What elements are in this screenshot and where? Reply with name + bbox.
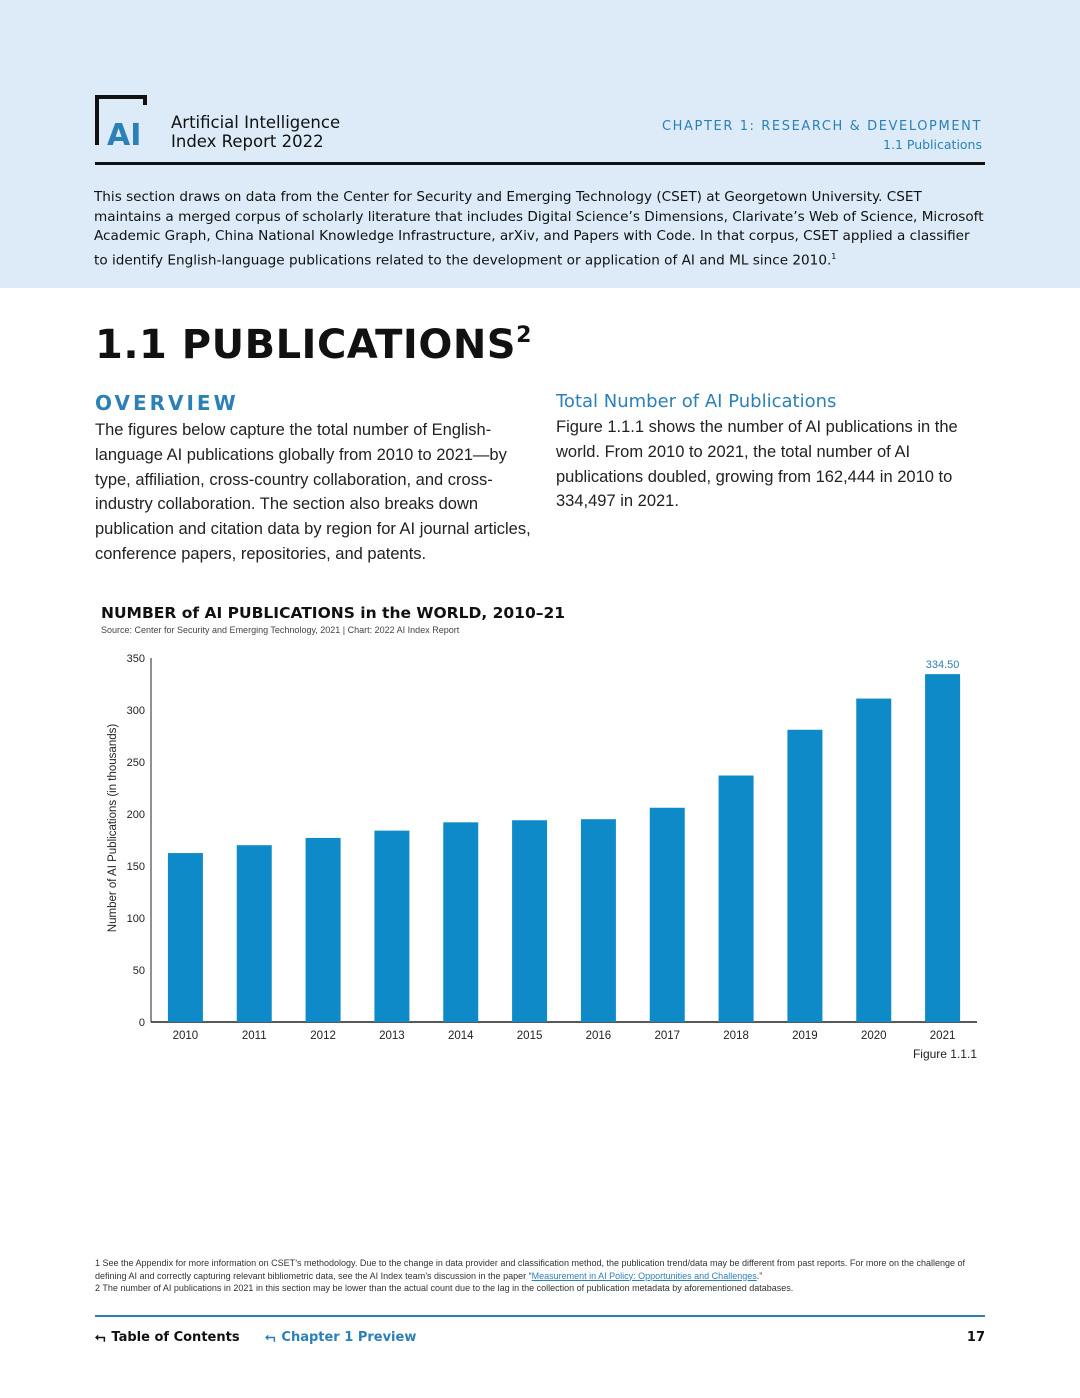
total-publications-heading: Total Number of AI Publications [556,391,837,412]
total-publications-text: Figure 1.1.1 shows the number of AI publications in the world. From 2010 to 2021, the total number of AI publications doubled, growing from 162,444 in 2010 to 334,497 in 2021. [556,418,958,511]
bar-2012 [306,838,341,1022]
bar-2016 [581,819,616,1022]
ai-index-logo [95,95,155,147]
report-title-line1: Artificial Intelligence [171,113,341,132]
x-tick-label: 2011 [241,1030,267,1042]
bar-2011 [237,845,272,1022]
footnotes [95,1257,985,1295]
chart-title: NUMBER of AI PUBLICATIONS in the WORLD, 2010–21 [101,604,566,622]
x-tick-label: 2018 [723,1030,749,1042]
footnote-1 [95,1257,985,1282]
bar-2019 [787,730,822,1022]
y-tick-label: 200 [126,809,145,821]
chapter-title: CHAPTER 1: RESEARCH & DEVELOPMENT [661,119,982,134]
page-title [95,322,532,368]
bar-2020 [856,699,891,1022]
intro-text: This section draws on data from the Center for Security and Emerging Technology (CSET) at Georgetown University. CSET maintains a merged corpus of scholarly literature that includes Digital Science’s Dimensions, Clarivate’s Web of Science, Microsoft Academic Graph, China National Knowledge Infrastructure, arXiv, and Papers with Code. In that corpus, CSET applied a classifier to identify English-language publications related to the development or application of AI and ML since 2010. [94,189,984,269]
page-number: 17 [966,1330,985,1345]
bar-2015 [512,820,547,1022]
x-tick-label: 2016 [585,1030,612,1042]
header-divider [95,162,985,165]
x-tick-label: 2021 [929,1030,956,1042]
overview-text: The figures below capture the total number of English-language AI publications globally from 2010 to 2021—by type, affiliation, cross-country collaboration, and cross-industry collaboration. The section also breaks down publication and citation data by region for AI journal articles, conference papers, repositories, and patents. [95,421,531,563]
section-name: 1.1 Publications [883,137,982,152]
chapter-preview-label: Chapter 1 Preview [281,1330,417,1345]
return-arrow-icon: ⮢ [95,1330,106,1345]
footnote-1-link[interactable]: Measurement in AI Policy: Opportunities and Challenges [531,1270,757,1281]
x-tick-label: 2019 [792,1030,818,1042]
x-tick-label: 2012 [310,1030,336,1042]
footnote-1-text: 1 See the Appendix for more information on CSET’s methodology. Due to the change in data provider and classification method, the publication trend/data may be different from past reports. For more on the challenge of defining AI and correctly capturing relevant bibliometric data, see the AI Index team’s discussion in the paper “ [95,1258,966,1281]
intro-paragraph [94,188,984,271]
footnote-1-end: .” [756,1270,763,1281]
bar-2013 [374,831,409,1022]
footer [95,1330,985,1350]
data-label: 334.50 [925,659,960,672]
x-tick-label: 2010 [172,1030,199,1042]
intro-footnote-ref: 1 [831,251,837,261]
y-tick-label: 0 [138,1017,145,1029]
bar-2021 [925,674,960,1022]
bar-2014 [443,822,478,1022]
table-of-contents-label: Table of Contents [111,1330,240,1345]
bar-2010 [168,853,203,1022]
y-tick-label: 300 [126,705,145,717]
page-title-text: 1.1 PUBLICATIONS [95,322,517,368]
x-tick-label: 2014 [447,1030,474,1042]
x-tick-label: 2013 [379,1030,405,1042]
y-tick-label: 100 [126,913,145,925]
y-tick-label: 50 [132,965,145,977]
footnote-2: 2 The number of AI publications in 2021 in this section may be lower than the actual count due to the lag in the collection of publication metadata by aforementioned databases. [95,1283,794,1294]
report-title-line2: Index Report 2022 [171,132,324,151]
y-tick-label: 150 [126,861,145,873]
table-of-contents-link[interactable] [95,1330,240,1345]
publications-bar-chart [0,640,1080,1070]
chart-source: Source: Center for Security and Emerging Technology, 2021 | Chart: 2022 AI Index Report [101,625,460,635]
x-tick-label: 2015 [516,1030,543,1042]
y-tick-label: 250 [126,757,145,769]
x-tick-label: 2020 [860,1030,887,1042]
return-arrow-icon: ⮢ [265,1330,276,1345]
footer-divider [95,1315,985,1317]
logo-letters: AI [107,118,142,147]
overview-section [95,391,535,567]
report-title [171,113,340,151]
y-tick-label: 350 [126,653,145,665]
chapter-preview-link[interactable] [265,1330,416,1345]
bar-2017 [650,808,685,1022]
total-publications-section [556,391,986,514]
figure-label: Figure 1.1.1 [912,1047,977,1061]
chapter-header [662,118,982,153]
bar-2018 [719,776,754,1022]
y-axis-label: Number of AI Publications (in thousands) [107,723,119,933]
overview-heading: OVERVIEW [95,391,239,415]
page-title-footnote-ref: 2 [516,323,532,348]
x-tick-label: 2017 [654,1030,681,1042]
